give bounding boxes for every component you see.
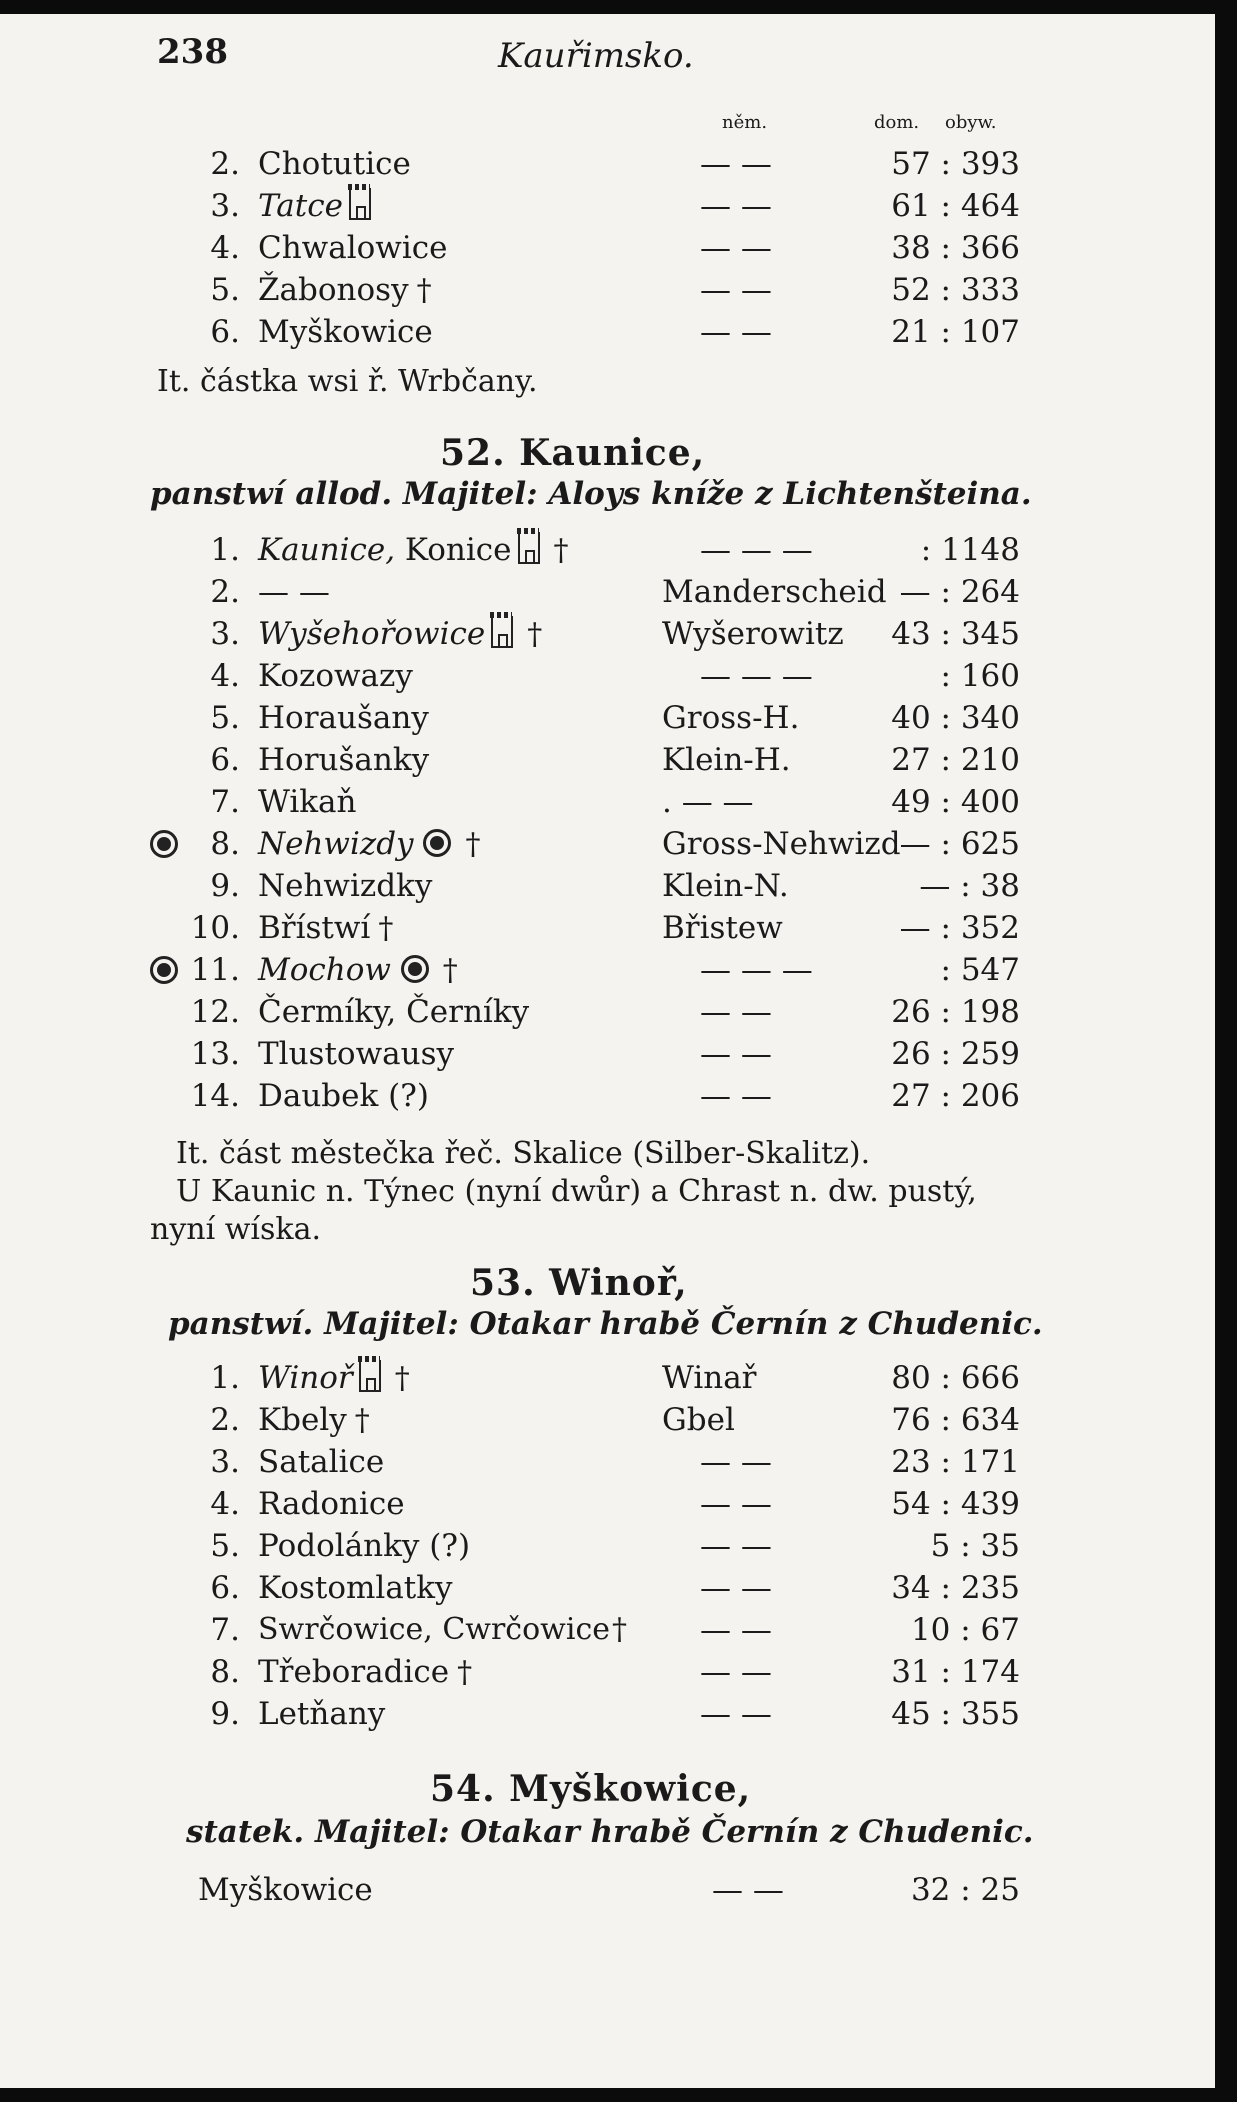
target-icon — [150, 830, 178, 858]
castle-icon — [491, 616, 513, 648]
list-item: 8. Nehwizdy † Gross-Nehwizd — : 625 — [0, 826, 1215, 868]
list-item: Myškowice — — 32 : 25 — [198, 1872, 1020, 1908]
castle-icon — [359, 1360, 381, 1392]
list-item: 3. Wyšehořowice † Wyšerowitz 43 : 345 — [210, 616, 1020, 652]
list-item: 14. Daubek (?) — — 27 : 206 — [190, 1078, 1020, 1114]
list-item: 6. Kostomlatky — — 34 : 235 — [210, 1570, 1020, 1606]
list-item: 2. Chotutice — — 57 : 393 — [210, 146, 1020, 182]
cross-icon: † — [442, 953, 458, 988]
castle-icon — [518, 532, 540, 564]
section-title: 53. Winoř, — [470, 1262, 688, 1304]
list-item: 9. Nehwizdky Klein-N. — : 38 — [210, 868, 1020, 904]
col-head-inhabitants: obyw. — [945, 112, 997, 133]
cross-icon: † — [465, 827, 481, 862]
list-item: 7. Swrčowice, Cwrčowice† — — 10 : 67 — [210, 1612, 1020, 1648]
target-icon — [423, 829, 451, 857]
list-item: 12. Čermíky, Černíky — — 26 : 198 — [190, 994, 1020, 1030]
list-item: 6. Myškowice — — 21 : 107 — [210, 314, 1020, 350]
cross-icon: † — [394, 1361, 410, 1396]
cross-icon: † — [553, 533, 569, 568]
list-item: 11. Mochow † — — — : 547 — [0, 952, 1215, 994]
list-item: 7. Wikaň . — — 49 : 400 — [210, 784, 1020, 820]
list-item: 8. Třeboradice † — — 31 : 174 — [210, 1654, 1020, 1690]
section-subtitle: panstwí allod. Majitel: Aloys kníže z Lichtenšteina. — [150, 476, 1032, 512]
list-item: 9. Letňany — — 45 : 355 — [210, 1696, 1020, 1732]
cross-icon: † — [354, 1403, 370, 1438]
cross-icon: † — [612, 1612, 628, 1647]
col-head-german: něm. — [722, 112, 768, 133]
castle-icon — [349, 188, 371, 220]
section-title: 54. Myškowice, — [430, 1768, 752, 1810]
cross-icon: † — [378, 911, 394, 946]
target-icon — [401, 955, 429, 983]
book-page — [0, 14, 1215, 2088]
list-item: 3. Satalice — — 23 : 171 — [210, 1444, 1020, 1480]
list-item: 2. — — Manderscheid — : 264 — [210, 574, 1020, 610]
col-head-houses: dom. — [874, 112, 920, 133]
list-item: 10. Břístwí † Břistew — : 352 — [190, 910, 1020, 946]
list-item: 3. Tatce — — 61 : 464 — [210, 188, 1020, 224]
section-subtitle: statek. Majitel: Otakar hrabě Černín z Chudenic. — [186, 1814, 1034, 1850]
list-item: 13. Tlustowausy — — 26 : 259 — [190, 1036, 1020, 1072]
running-title: Kauřimsko. — [498, 36, 694, 76]
section-note: nyní wíska. — [150, 1212, 321, 1247]
target-icon — [150, 956, 178, 984]
list-item: 5. Horaušany Gross-H. 40 : 340 — [210, 700, 1020, 736]
cross-icon: † — [457, 1655, 473, 1690]
section-title: 52. Kaunice, — [440, 432, 706, 474]
cross-icon: † — [416, 273, 432, 308]
list-item: 5. Podolánky (?) — — 5 : 35 — [210, 1528, 1020, 1564]
page-number: 238 — [157, 32, 228, 72]
list-item: 1. Winoř † Winař 80 : 666 — [210, 1360, 1020, 1396]
section-note: It. částka wsi ř. Wrbčany. — [157, 364, 538, 399]
list-item: 2. Kbely † Gbel 76 : 634 — [210, 1402, 1020, 1438]
list-item: 5. Žabonosy † — — 52 : 333 — [210, 272, 1020, 308]
list-item: 6. Horušanky Klein-H. 27 : 210 — [210, 742, 1020, 778]
section-note: It. část městečka řeč. Skalice (Silber-Skalitz). — [176, 1136, 871, 1171]
section-subtitle: panstwí. Majitel: Otakar hrabě Černín z Chudenic. — [168, 1306, 1043, 1342]
list-item: 4. Kozowazy — — — : 160 — [210, 658, 1020, 694]
list-item: 4. Radonice — — 54 : 439 — [210, 1486, 1020, 1522]
list-item: 4. Chwalowice — — 38 : 366 — [210, 230, 1020, 266]
section-note: U Kaunic n. Týnec (nyní dwůr) a Chrast n. dw. pustý, — [176, 1174, 977, 1209]
cross-icon: † — [527, 617, 543, 652]
list-item: 1. Kaunice, Konice † — — — : 1148 — [210, 532, 1020, 568]
